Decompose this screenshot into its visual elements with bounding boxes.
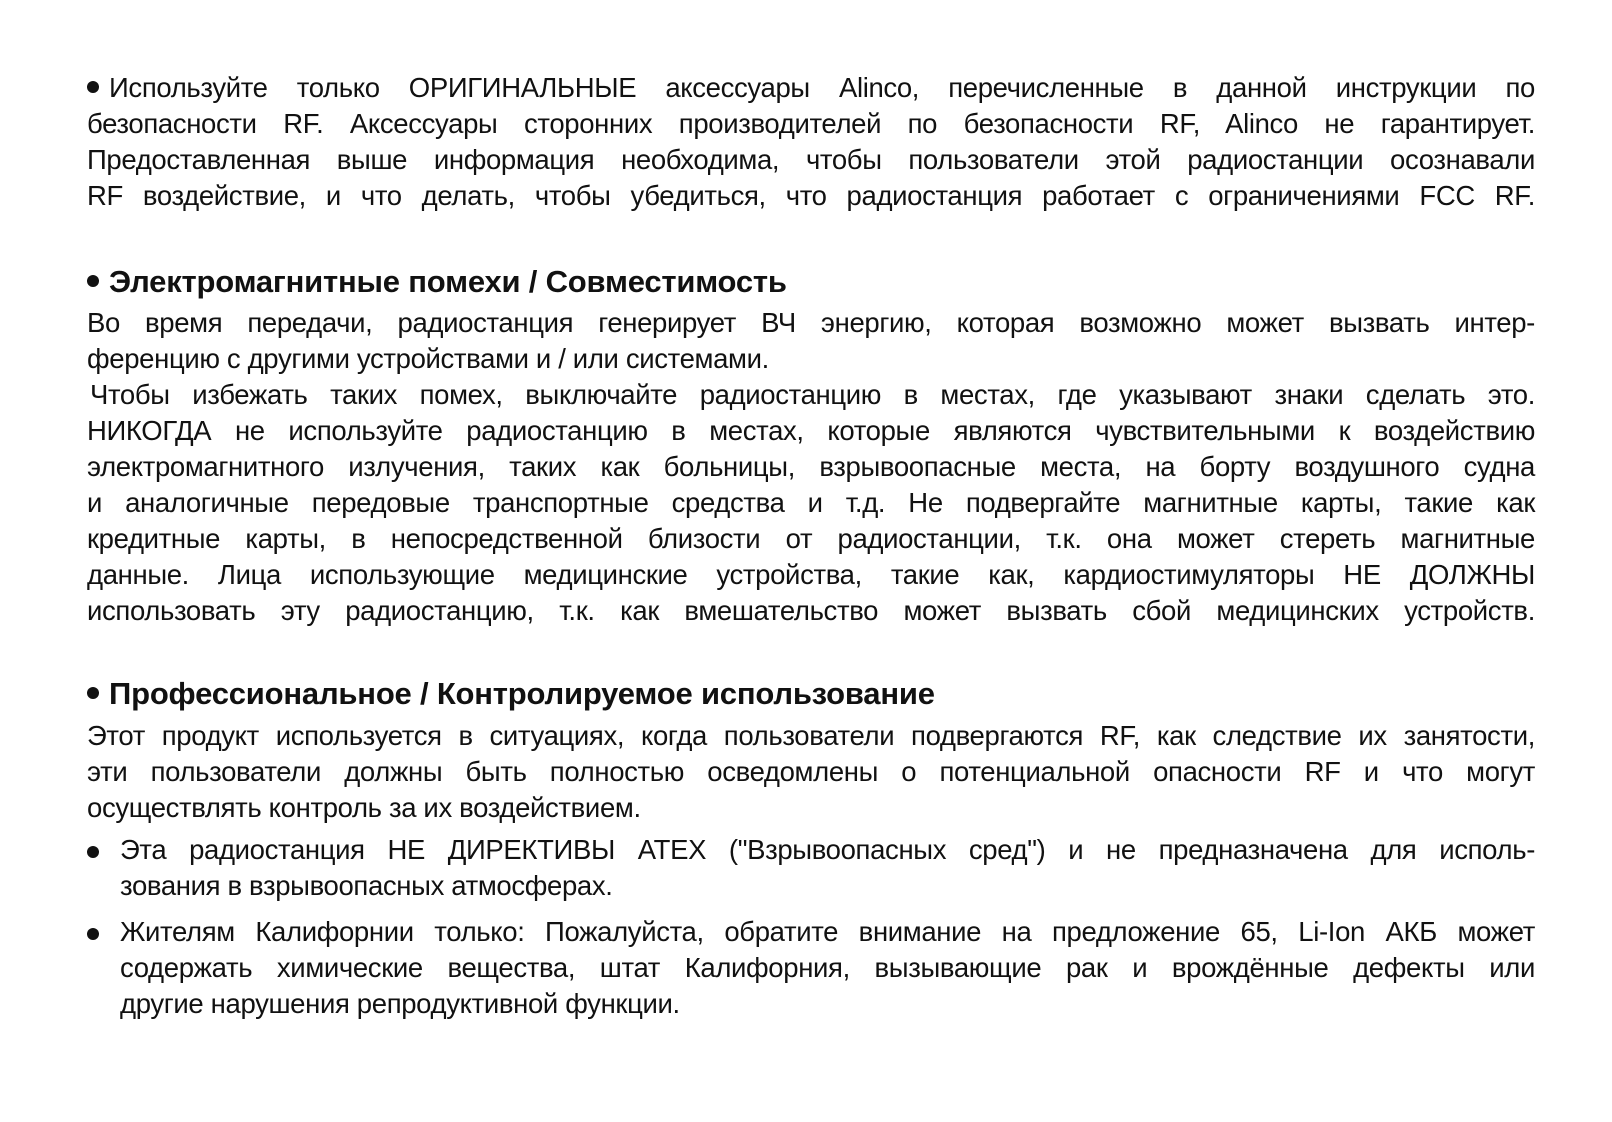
emi-line: НИКОГДА не используйте радиостанцию в местах, которые являются чувствительными к воздействию <box>87 415 1535 446</box>
list-item-line: содержать химические вещества, штат Калифорния, вызывающие рак и врождённые дефекты или <box>120 952 1535 983</box>
emi-line: Во время передачи, радиостанция генерирует ВЧ энергию, которая возможно может вызвать интер- <box>87 307 1535 338</box>
professional-line: эти пользователи должны быть полностью осведомлены о потенциальной опасности RF и что могут <box>87 756 1535 787</box>
emi-line: кредитные карты, в непосредственной близости от радиостанции, т.к. она может стереть магнитные <box>87 523 1535 554</box>
intro-paragraph <box>87 70 1535 214</box>
intro-line: Предоставленная выше информация необходима, чтобы пользователи этой радиостанции осознавали <box>87 144 1535 175</box>
intro-line: RF воздействие, и что делать, чтобы убедиться, что радиостанция работает с ограничениями FCC RF. <box>87 180 1535 211</box>
bullet-icon <box>87 275 99 287</box>
bullet-icon <box>87 81 99 93</box>
emi-line: и аналогичные передовые транспортные средства и т.д. Не подвергайте магнитные карты, такие как <box>87 487 1535 518</box>
bullet-icon <box>87 687 99 699</box>
emi-line: Чтобы избежать таких помех, выключайте радиостанцию в местах, где указывают знаки сделать это. <box>90 379 1535 410</box>
bullet-icon <box>87 928 99 940</box>
list-item <box>87 914 1535 1022</box>
emi-heading: Электромагнитные помехи / Совместимость <box>87 262 1535 302</box>
professional-section <box>87 674 1535 1022</box>
emi-line: электромагнитного излучения, таких как больницы, взрывоопасные места, на борту воздушного судна <box>87 451 1535 482</box>
professional-line: Этот продукт используется в ситуациях, когда пользователи подвергаются RF, как следствие их занятости, <box>87 720 1535 751</box>
emi-line: данные. Лица использующие медицинские устройства, такие как, кардиостимуляторы НЕ ДОЛЖНЫ <box>87 559 1535 590</box>
list-item <box>87 832 1535 904</box>
intro-line: безопасности RF. Аксессуары сторонних производителей по безопасности RF, Alinco не гарантирует. <box>87 108 1535 139</box>
list-item-line: зования в взрывоопасных атмосферах. <box>120 870 613 901</box>
list-item-line: Эта радиостанция НЕ ДИРЕКТИВЫ ATEX ("Взрывоопасных сред") и не предназначена для исполь- <box>120 834 1535 865</box>
emi-section <box>87 262 1535 629</box>
list-item-line: другие нарушения репродуктивной функции. <box>120 988 680 1019</box>
bullet-icon <box>87 846 99 858</box>
emi-line: использовать эту радиостанцию, т.к. как вмешательство может вызвать сбой медицинских устройств. <box>87 595 1535 626</box>
emi-line: ференцию с другими устройствами и / или системами. <box>87 343 769 374</box>
list-item-line: Жителям Калифорнии только: Пожалуйста, обратите внимание на предложение 65, Li-Ion АКБ может <box>120 916 1535 947</box>
professional-heading: Профессиональное / Контролируемое использование <box>87 674 1535 714</box>
intro-line: Используйте только ОРИГИНАЛЬНЫЕ аксессуары Alinco, перечисленные в данной инструкции по <box>87 70 1535 106</box>
professional-line: осуществлять контроль за их воздействием. <box>87 792 641 823</box>
